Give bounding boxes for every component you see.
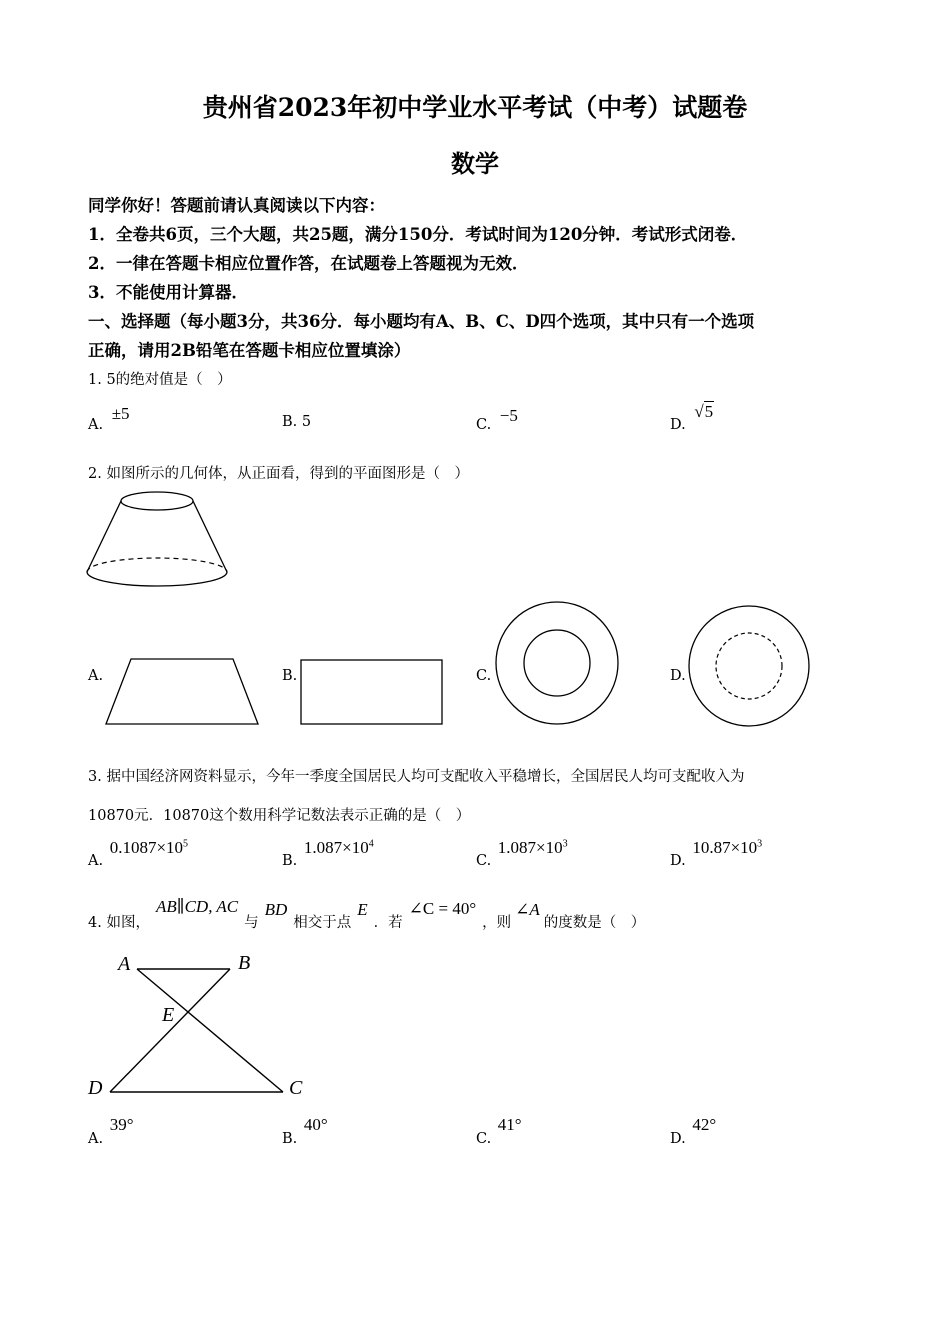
q1-option-d-value: √5 [694, 402, 714, 421]
q4-option-d-label: D. [670, 1131, 686, 1147]
q2-option-a-trapezoid[interactable] [104, 656, 264, 728]
q4-option-c-value: 41° [497, 1115, 522, 1134]
q4-option-d[interactable] [670, 1115, 717, 1148]
q3-option-c-value: $1.087\times 10^3$ [497, 838, 568, 857]
point-label-e: E [162, 1004, 175, 1026]
q4-option-c-label: C. [476, 1131, 492, 1147]
q4-geometry-figure [85, 950, 315, 1100]
q2-option-c-circles[interactable] [492, 598, 622, 728]
question-1-stem: 1. 5的绝对值是（ ） [88, 372, 232, 388]
instructions-greeting: 同学你好！答题前请认真阅读以下内容： [88, 196, 385, 215]
q4-option-c[interactable] [476, 1115, 522, 1148]
q3-option-b-value: $1.087\times 10^4$ [303, 838, 374, 857]
q3-option-a-label: A. [88, 853, 104, 869]
segment-bd [110, 969, 230, 1092]
instruction-item-2: 2．一律在答题卡相应位置作答，在试题卷上答题视为无效． [88, 254, 529, 273]
q4-option-a[interactable] [88, 1115, 134, 1148]
question-3-stem-line2: 10870元．10870这个数用科学记数法表示正确的是（ ） [88, 808, 471, 824]
q1-option-a[interactable] [88, 404, 130, 434]
q2-option-d-circles[interactable] [686, 603, 812, 729]
q4-option-d-value: 42° [692, 1115, 717, 1134]
exam-title: 贵州省2023年初中学业水平考试（中考）试题卷 [202, 93, 748, 122]
point-label-c: C [289, 1077, 303, 1099]
q2-option-c-label[interactable]: C. [476, 668, 492, 684]
q2-option-b-label[interactable]: B. [282, 668, 298, 684]
q4-stem-text-2: 与 [244, 915, 259, 931]
q4-option-b[interactable] [282, 1115, 328, 1148]
instruction-item-1: 1．全卷共6页，三个大题，共25题，满分150分．考试时间为120分钟．考试形式闭卷． [88, 225, 748, 244]
q2-option-b-rectangle[interactable] [299, 658, 445, 728]
q4-stem-math-2: BD [264, 900, 288, 919]
q4-option-a-label: A. [88, 1131, 104, 1147]
q3-option-d-value: $10.87\times 10^3$ [692, 838, 763, 857]
q4-option-b-label: B. [282, 1131, 298, 1147]
q1-option-a-value: ±5 [111, 404, 130, 423]
q1-option-c-value: −5 [499, 406, 518, 425]
q1-option-a-label: A. [88, 417, 104, 433]
frustum-figure [84, 488, 234, 598]
q3-option-b[interactable] [282, 838, 374, 870]
q4-stem-text-6: 的度数是（ ） [543, 915, 646, 931]
q2-option-a-label[interactable]: A. [88, 668, 104, 684]
instruction-item-3: 3．不能使用计算器． [88, 283, 248, 302]
q4-stem-math-4: ∠C = 40° [408, 899, 477, 918]
q1-option-b-label: B. 5 [282, 414, 312, 430]
q4-stem-math-3: E [357, 900, 368, 919]
point-label-d: D [88, 1077, 103, 1099]
point-label-a: A [118, 953, 131, 975]
q4-stem-math-5: ∠A [515, 900, 540, 919]
q1-option-d[interactable] [670, 402, 714, 434]
q3-option-a[interactable] [88, 838, 189, 870]
question-4-stem [88, 897, 646, 932]
question-3-stem-line1: 3. 据中国经济网资料显示，今年一季度全国居民人均可支配收入平稳增长，全国居民人均可支配收入为 [88, 769, 745, 785]
q2-option-d-label[interactable]: D. [670, 668, 686, 684]
q4-stem-math-1: AB∥CD, AC [155, 897, 239, 916]
q4-option-b-value: 40° [303, 1115, 328, 1134]
q1-option-c-label: C. [476, 417, 492, 433]
exam-subject: 数学 [451, 149, 499, 178]
segment-ac [137, 969, 283, 1092]
question-2-stem: 2. 如图所示的几何体，从正面看，得到的平面图形是（ ） [88, 466, 469, 482]
q4-stem-text-4: ．若 [373, 915, 403, 931]
point-label-b: B [238, 952, 251, 974]
q4-stem-text-3: 相交于点 [293, 915, 352, 931]
q1-option-b[interactable] [282, 414, 311, 430]
q4-stem-text-1: 4. 如图， [88, 915, 150, 931]
q4-option-a-value: 39° [109, 1115, 134, 1134]
q3-option-b-label: B. [282, 853, 298, 869]
q3-option-c[interactable] [476, 838, 568, 870]
section-heading-line2: 正确，请用2B铅笔在答题卡相应位置填涂） [88, 341, 411, 360]
q4-stem-text-5: ，则 [482, 915, 512, 931]
q1-option-c[interactable] [476, 406, 518, 434]
q1-option-d-label: D. [670, 417, 686, 433]
q3-option-d-label: D. [670, 853, 686, 869]
sqrt-sign-icon: √ [694, 402, 704, 421]
q3-option-d[interactable] [670, 838, 763, 870]
section-heading-line1: 一、选择题（每小题3分，共36分．每小题均有A、B、C、D四个选项，其中只有一个选项 [88, 312, 755, 331]
q3-option-a-value: $0.1087\times 10^5$ [109, 838, 189, 857]
q3-option-c-label: C. [476, 853, 492, 869]
